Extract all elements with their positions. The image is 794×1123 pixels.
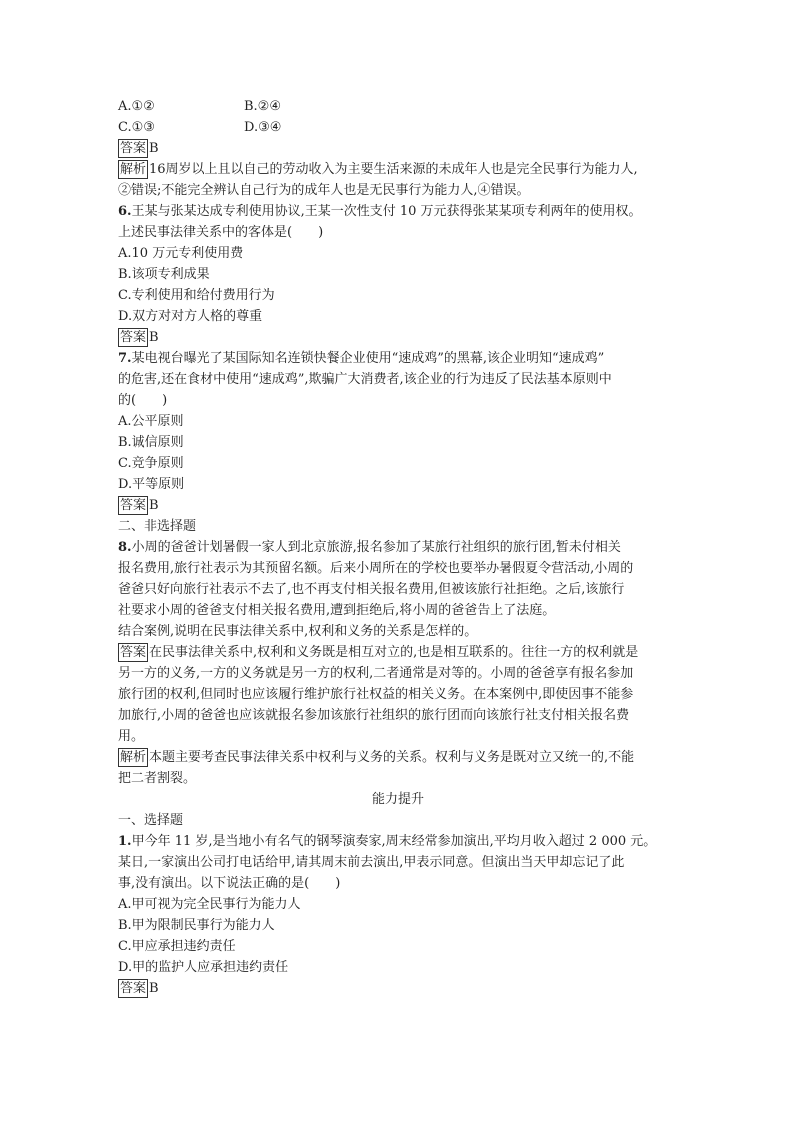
option-d: D.甲的监护人应承担违约责任 (118, 960, 289, 975)
option-b: B.②④ (244, 99, 281, 114)
question-stem: 某日,一家演出公司打电话给甲,请其周末前去演出,甲表示同意。但演出当天甲却忘记了此 (118, 855, 625, 870)
question-stem: 事,没有演出。以下说法正确的是( ) (118, 876, 341, 891)
question-stem (118, 201, 678, 222)
answer-line (118, 138, 678, 159)
question-stem: 报名费用,旅行社表示为其预留名额。后来小周所在的学校也要举办暑假夏令营活动,小周的 (118, 561, 634, 576)
section-heading: 一、选择题 (118, 813, 184, 828)
option-d: D.双方对对方人格的尊重 (118, 309, 263, 324)
explanation-label: 解析 (120, 162, 147, 177)
explanation-line (118, 747, 678, 768)
options-row (118, 117, 678, 138)
question-number: 7. (118, 351, 132, 366)
question-text: 小周的爸爸计划暑假一家人到北京旅游,报名参加了某旅行社组织的旅行团,暂未付相关 (131, 540, 621, 555)
options-row (118, 96, 678, 117)
answer-label: 答案 (120, 981, 147, 996)
answer-label: 答案 (120, 330, 147, 345)
question-number: 6. (118, 204, 132, 219)
question-stem: 上述民事法律关系中的客体是( ) (118, 225, 324, 240)
answer-label: 答案 (120, 645, 147, 660)
answer-line: 旅行团的权利,但同时也应该履行维护旅行社权益的相关义务。在本案例中,即使因事不能参 (118, 687, 634, 702)
option-a: A.公平原则 (118, 414, 184, 429)
answer-line: 另一方的义务,一方的义务就是另一方的权利,二者通常是对等的。小周的爸爸享有报名参加 (118, 666, 634, 681)
option-d: D.平等原则 (118, 477, 185, 492)
option-b: B.该项专利成果 (118, 267, 210, 282)
option-c: C.①③ (118, 120, 155, 135)
option-c: C.甲应承担违约责任 (118, 939, 236, 954)
answer-value: B (149, 498, 159, 513)
option-a: A.甲可视为完全民事行为能力人 (118, 897, 301, 912)
answer-line (118, 327, 678, 348)
question-stem (118, 537, 678, 558)
answer-line: 用。 (118, 729, 145, 744)
question-prompt: 结合案例,说明在民事法律关系中,权利和义务的关系是怎样的。 (118, 624, 478, 639)
answer-line (118, 978, 678, 999)
explanation-line (118, 159, 678, 180)
question-text: 某电视台曝光了某国际知名连锁快餐企业使用“速成鸡”的黑幕,该企业明知“速成鸡” (131, 351, 605, 366)
answer-line: 加旅行,小周的爸爸也应该就报名参加该旅行社组织的旅行团而向该旅行社支付相关报名费 (118, 708, 630, 723)
question-number: 8. (118, 540, 132, 555)
explanation-label: 解析 (120, 750, 147, 765)
question-stem: 的( ) (118, 393, 168, 408)
question-number: 1. (118, 834, 132, 849)
question-stem (118, 831, 678, 852)
question-text: 甲今年 11 岁,是当地小有名气的钢琴演奏家,周末经常参加演出,平均月收入超过 2 000 元。 (131, 834, 657, 849)
answer-line (118, 495, 678, 516)
answer-line (118, 642, 678, 663)
question-stem: 的危害,还在食材中使用“速成鸡”,欺骗广大消费者,该企业的行为违反了民法基本原则中 (118, 372, 612, 387)
answer-value: B (149, 330, 159, 345)
answer-value: B (149, 141, 159, 156)
answer-value: B (149, 981, 159, 996)
explanation-line: ②错误;不能完全辨认自己行为的成年人也是无民事行为能力人,④错误。 (118, 183, 530, 198)
option-b: B.甲为限制民事行为能力人 (118, 918, 275, 933)
option-d: D.③④ (244, 120, 282, 135)
option-a: A.①② (118, 99, 155, 114)
section-heading: 二、非选择题 (118, 519, 197, 534)
explanation-text: 本题主要考查民事法律关系中权利与义务的关系。权利与义务是既对立又统一的,不能 (149, 750, 635, 765)
option-b: B.诚信原则 (118, 435, 184, 450)
question-stem: 社要求小周的爸爸支付相关报名费用,遭到拒绝后,将小周的爸爸告上了法庭。 (118, 603, 556, 618)
question-text: 王某与张某达成专利使用协议,王某一次性支付 10 万元获得张某某项专利两年的使用权。 (131, 204, 642, 219)
answer-label: 答案 (120, 498, 147, 513)
option-a: A.10 万元专利使用费 (118, 246, 244, 261)
question-stem (118, 348, 678, 369)
explanation-text: 16周岁以上且以自己的劳动收入为主要生活来源的未成年人也是完全民事行为能力人, (149, 162, 638, 177)
question-stem: 爸爸只好向旅行社表示不去了,也不再支付相关报名费用,但被该旅行社拒绝。之后,该旅行 (118, 582, 625, 597)
answer-label: 答案 (120, 141, 147, 156)
option-c: C.专利使用和给付费用行为 (118, 288, 275, 303)
section-title: 能力提升 (371, 792, 424, 807)
document-page (118, 96, 678, 999)
explanation-line: 把二者割裂。 (118, 771, 197, 786)
option-c: C.竞争原则 (118, 456, 184, 471)
answer-text: 在民事法律关系中,权利和义务既是相互对立的,也是相互联系的。往往一方的权利就是 (149, 645, 639, 660)
